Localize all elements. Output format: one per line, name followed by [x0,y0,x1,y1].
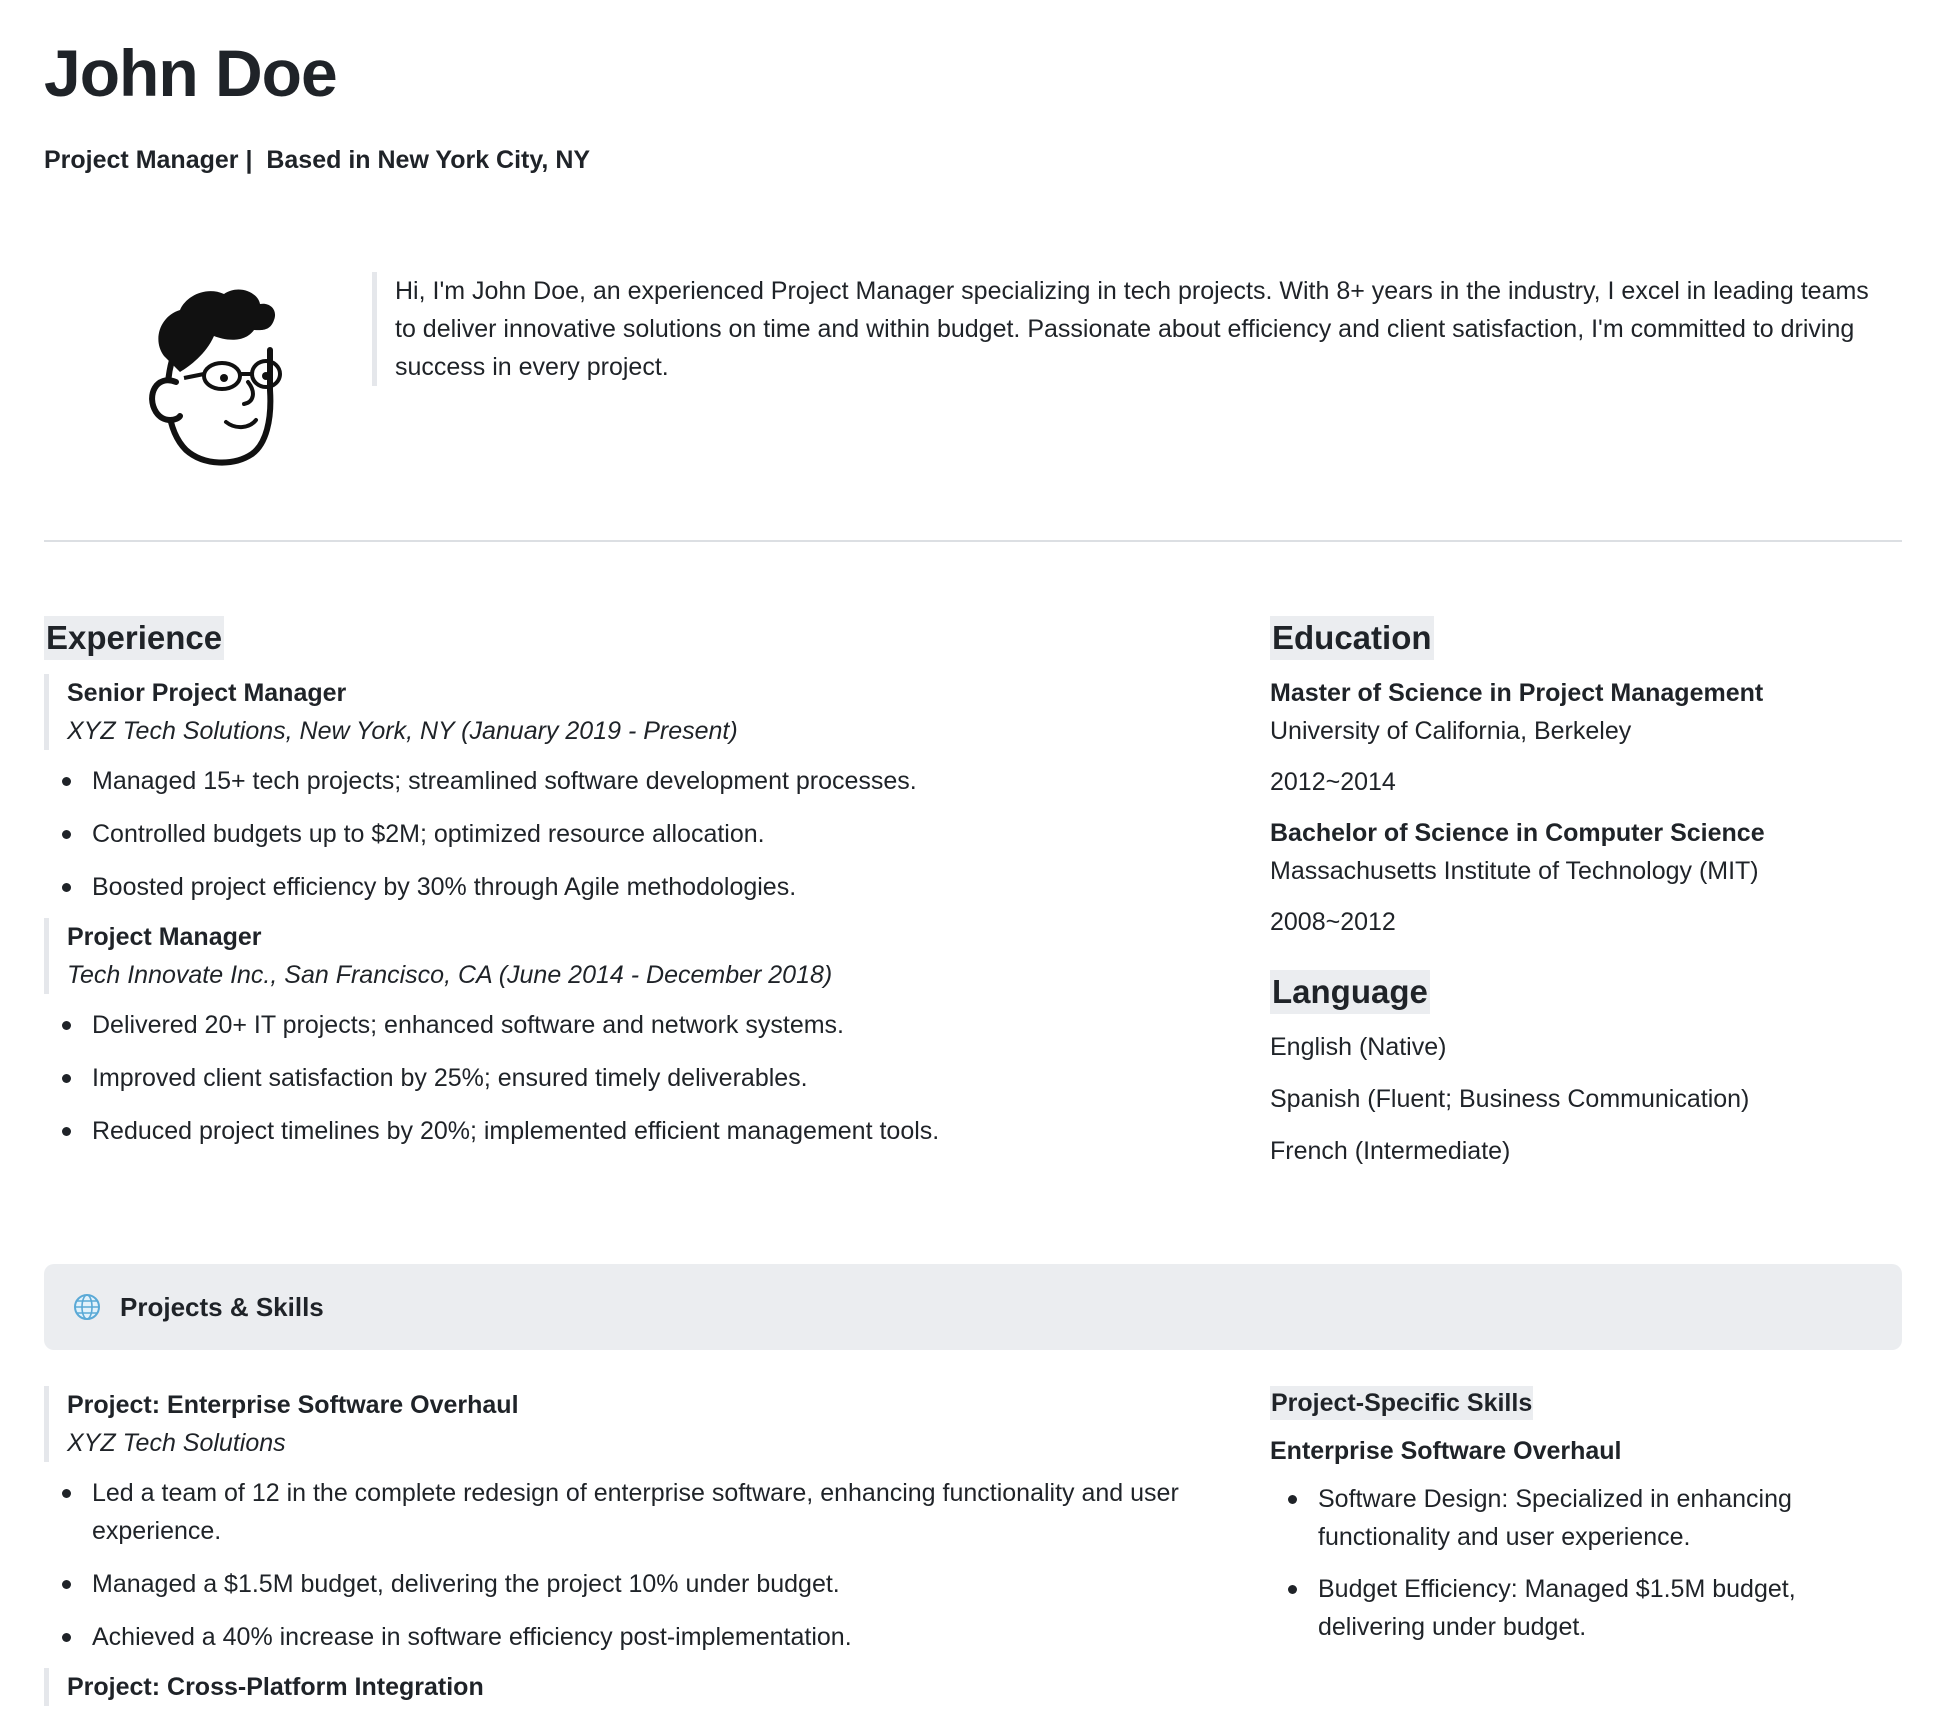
job-bullets [44,762,1224,906]
project-bullets [44,1474,1224,1656]
education-heading: Education [1270,616,1434,660]
person-name: John Doe [44,36,337,110]
section-divider [44,540,1902,542]
job-entry [44,918,1224,994]
language-list [1270,1028,1890,1170]
person-subtitle: Project Manager | Based in New York City, NY [44,146,591,174]
list-item: Managed a $1.5M budget, delivering the project 10% under budget. [44,1565,1224,1603]
job-title: Senior Project Manager [67,679,347,707]
globe-icon [72,1292,102,1322]
project-title: Project: Cross-Platform Integration [67,1673,484,1701]
list-item: Budget Efficiency: Managed $1.5M budget, delivering under budget. [1270,1570,1890,1646]
projects-section [44,1386,1224,1706]
list-item: Delivered 20+ IT projects; enhanced software and network systems. [44,1006,1224,1044]
school-name: Massachusetts Institute of Technology (MIT) [1270,857,1759,885]
callout-label: Projects & Skills [120,1291,324,1322]
list-item: Achieved a 40% increase in software efficiency post-implementation. [44,1618,1224,1656]
skills-heading: Project-Specific Skills [1270,1386,1533,1420]
project-entry [44,1668,1224,1706]
projects-callout [44,1264,1902,1350]
project-title: Project: Enterprise Software Overhaul [67,1391,519,1419]
list-item: Led a team of 12 in the complete redesign of enterprise software, enhancing functionality and user experience. [44,1474,1224,1550]
experience-heading: Experience [44,616,224,660]
list-item: Software Design: Specialized in enhancing functionality and user experience. [1270,1480,1890,1556]
list-item: Reduced project timelines by 20%; implemented efficient management tools. [44,1112,1224,1150]
job-meta: Tech Innovate Inc., San Francisco, CA (June 2014 - December 2018) [67,961,833,989]
bio-text: Hi, I'm John Doe, an experienced Project Manager specializing in tech projects. With 8+ years in the industry, I excel in leading teams to deliver innovative solutions on time and within budget. Passionate about efficiency and client satisfaction, I'm committed to driving success in every project. [372,272,1892,386]
list-item: Managed 15+ tech projects; streamlined software development processes. [44,762,1224,800]
degree-title: Bachelor of Science in Computer Science [1270,819,1765,847]
list-item: Controlled budgets up to $2M; optimized resource allocation. [44,815,1224,853]
project-entry [44,1386,1224,1462]
skills-project-title: Enterprise Software Overhaul [1270,1437,1622,1465]
degree-years: 2008~2012 [1270,908,1396,936]
list-item: Improved client satisfaction by 25%; ensured timely deliverables. [44,1059,1224,1097]
language-item: French (Intermediate) [1270,1137,1511,1165]
skills-bullets [1270,1480,1890,1646]
job-bullets [44,1006,1224,1150]
degree-years: 2012~2014 [1270,768,1396,796]
school-name: University of California, Berkeley [1270,717,1632,745]
project-meta: XYZ Tech Solutions [67,1429,286,1457]
experience-section [44,616,1224,1165]
education-section [1270,616,1890,1184]
language-item: English (Native) [1270,1033,1447,1061]
job-meta: XYZ Tech Solutions, New York, NY (January 2019 - Present) [67,717,738,745]
language-item: Spanish (Fluent; Business Communication) [1270,1085,1750,1113]
degree-title: Master of Science in Project Management [1270,679,1764,707]
language-heading: Language [1270,970,1430,1014]
list-item: Boosted project efficiency by 30% through Agile methodologies. [44,868,1224,906]
skills-section [1270,1386,1890,1660]
avatar-illustration [94,270,294,470]
job-entry [44,674,1224,750]
job-title: Project Manager [67,923,262,951]
